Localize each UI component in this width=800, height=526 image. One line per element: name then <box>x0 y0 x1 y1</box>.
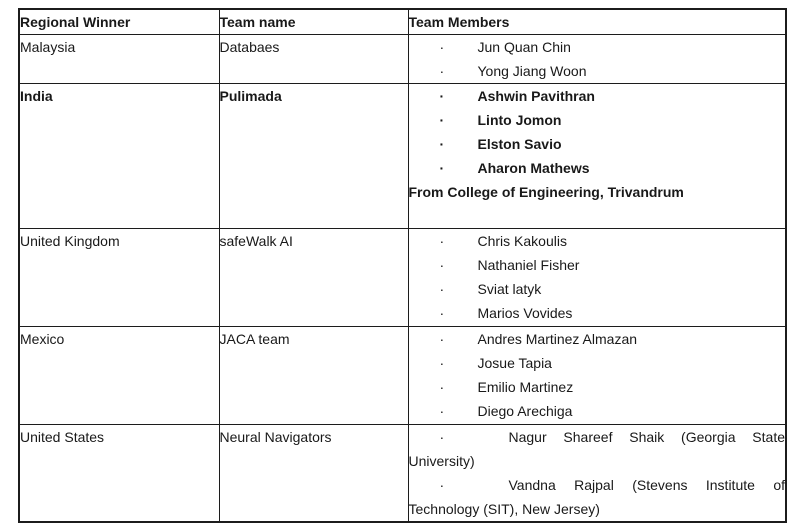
member-name: Chris Kakoulis <box>477 233 567 249</box>
region-cell: India <box>19 84 219 229</box>
member-name: Jun Quan Chin <box>477 39 571 55</box>
member-item <box>409 473 786 521</box>
bullet-icon: · <box>439 112 445 128</box>
member-item <box>409 425 786 473</box>
table-row-mexico <box>19 327 786 425</box>
member-item <box>409 253 786 277</box>
bullet-icon: · <box>439 63 445 79</box>
member-name: Emilio Martinez <box>477 379 574 395</box>
member-name: Marios Vovides <box>477 305 573 321</box>
member-item <box>409 35 786 59</box>
member-name: Linto Jomon <box>477 112 562 128</box>
member-item <box>409 351 786 375</box>
bullet-icon: · <box>439 477 445 493</box>
header-regional-winner: Regional Winner <box>19 9 219 35</box>
header-team-members: Team Members <box>408 9 786 35</box>
members-cell <box>408 327 786 425</box>
bullet-icon: · <box>439 257 445 273</box>
table-row-malaysia <box>19 35 786 84</box>
team-cell: safeWalk AI <box>219 229 408 327</box>
bullet-icon: · <box>439 379 445 395</box>
member-item <box>409 132 786 156</box>
region-cell: United States <box>19 425 219 523</box>
team-cell: JACA team <box>219 327 408 425</box>
member-name: Ashwin Pavithran <box>477 88 595 104</box>
bullet-icon: · <box>439 281 445 297</box>
member-name: Diego Arechiga <box>477 403 573 419</box>
college-note: From College of Engineering, Trivandrum <box>408 184 684 200</box>
member-name: Aharon Mathews <box>477 160 590 176</box>
bullet-icon: · <box>439 160 445 176</box>
member-name: Nagur Shareef Shaik (Georgia State University) <box>408 429 785 469</box>
bullet-icon: · <box>439 429 445 445</box>
member-name: Nathaniel Fisher <box>477 257 580 273</box>
member-item <box>409 277 786 301</box>
bullet-icon: · <box>439 233 445 249</box>
member-name: Sviat latyk <box>477 281 542 297</box>
member-name: Andres Martinez Almazan <box>477 331 638 347</box>
team-cell: Pulimada <box>219 84 408 229</box>
regional-winners-table <box>18 8 787 523</box>
table-row-united-kingdom <box>19 229 786 327</box>
bullet-icon: · <box>439 88 445 104</box>
region-cell: Mexico <box>19 327 219 425</box>
bullet-icon: · <box>439 39 445 55</box>
member-item <box>409 399 786 423</box>
bullet-icon: · <box>439 355 445 371</box>
bullet-icon: · <box>439 305 445 321</box>
member-item <box>409 229 786 253</box>
header-team-name: Team name <box>219 9 408 35</box>
region-cell: United Kingdom <box>19 229 219 327</box>
member-name: Yong Jiang Woon <box>477 63 587 79</box>
member-name: Vandna Rajpal (Stevens Institute of Technology (SIT), New Jersey) <box>408 477 785 517</box>
member-item <box>409 156 786 180</box>
member-item <box>409 301 786 325</box>
bullet-icon: · <box>439 136 445 152</box>
members-cell <box>408 35 786 84</box>
member-item <box>409 108 786 132</box>
member-item <box>409 375 786 399</box>
table-header-row <box>19 9 786 35</box>
team-cell: Databaes <box>219 35 408 84</box>
member-name: Elston Savio <box>477 136 562 152</box>
table-row-united-states <box>19 425 786 523</box>
members-cell <box>408 84 786 229</box>
bullet-icon: · <box>439 403 445 419</box>
region-cell: Malaysia <box>19 35 219 84</box>
bullet-icon: · <box>439 331 445 347</box>
members-cell <box>408 229 786 327</box>
member-item <box>409 59 786 83</box>
table-row-india <box>19 84 786 229</box>
team-cell: Neural Navigators <box>219 425 408 523</box>
member-name: Josue Tapia <box>477 355 552 371</box>
member-item <box>409 327 786 351</box>
members-cell <box>408 425 786 523</box>
member-item <box>409 84 786 108</box>
